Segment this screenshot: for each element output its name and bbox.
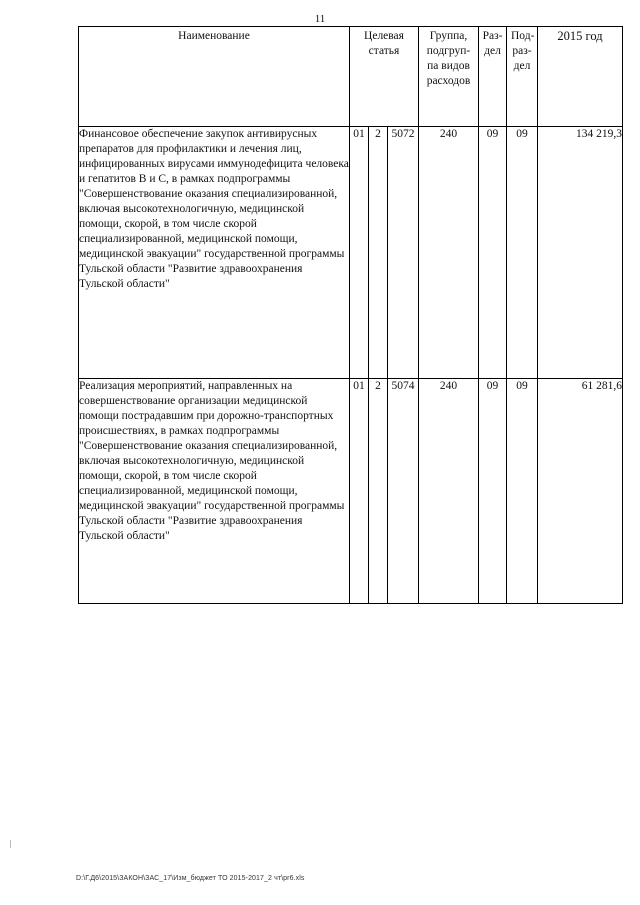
scan-artifact (10, 840, 11, 848)
row-program-code: 01 (350, 379, 369, 604)
table-row (79, 379, 623, 604)
row-direction-code: 5072 (388, 127, 419, 379)
row-section-code: 09 (479, 127, 507, 379)
header-target-article: Целевая статья (350, 27, 419, 127)
row-name: Финансовое обеспечение закупок антивирусных препаратов для профилактики и лечения лиц, инфицированных вирусами иммунодефицита человека и гепатитов В и С, в рамках подпрограммы "Совершенствование оказания специализированной, включая высокотехнологичную, медицинской помощи, скорой, в том числе скорой специализированной, медицинской помощи, медицинской эвакуации" государственной программы Тульской области "Развитие здравоохранения Тульской области" (79, 127, 350, 379)
row-section-code: 09 (479, 379, 507, 604)
budget-table (78, 26, 623, 604)
row-subsection-code: 09 (507, 379, 538, 604)
row-subprogram-code: 2 (369, 127, 388, 379)
row-name: Реализация мероприятий, направленных на совершенствование организации медицинской помощи пострадавшим при дорожно-транспортных происшествиях, в рамках подпрограммы "Совершенствование оказания специализированной, включая высокотехнологичную, медицинской помощи, скорой, в том числе скорой специализированной, медицинской помощи, медицинской эвакуации" государственной программы Тульской области "Развитие здравоохранения Тульской области" (79, 379, 350, 604)
header-section: Раз-дел (479, 27, 507, 127)
header-year: 2015 год (538, 27, 623, 127)
row-group-code: 240 (419, 127, 479, 379)
header-name: Наименование (79, 27, 350, 127)
page-number: 11 (314, 13, 326, 25)
header-group: Группа, подгруп-па видов расходов (419, 27, 479, 127)
header-subsection: Под-раз-дел (507, 27, 538, 127)
file-path-footer: D:\Г.Д6\2015\ЗАКОН\ЗАС_17\Изм_бюджет ТО 2015-2017_2 чт\pr6.xls (76, 875, 305, 882)
table-row (79, 127, 623, 379)
row-amount: 134 219,3 (538, 127, 623, 379)
row-subprogram-code: 2 (369, 379, 388, 604)
row-direction-code: 5074 (388, 379, 419, 604)
row-program-code: 01 (350, 127, 369, 379)
row-subsection-code: 09 (507, 127, 538, 379)
row-group-code: 240 (419, 379, 479, 604)
row-amount: 61 281,6 (538, 379, 623, 604)
table-header-row (79, 27, 623, 127)
